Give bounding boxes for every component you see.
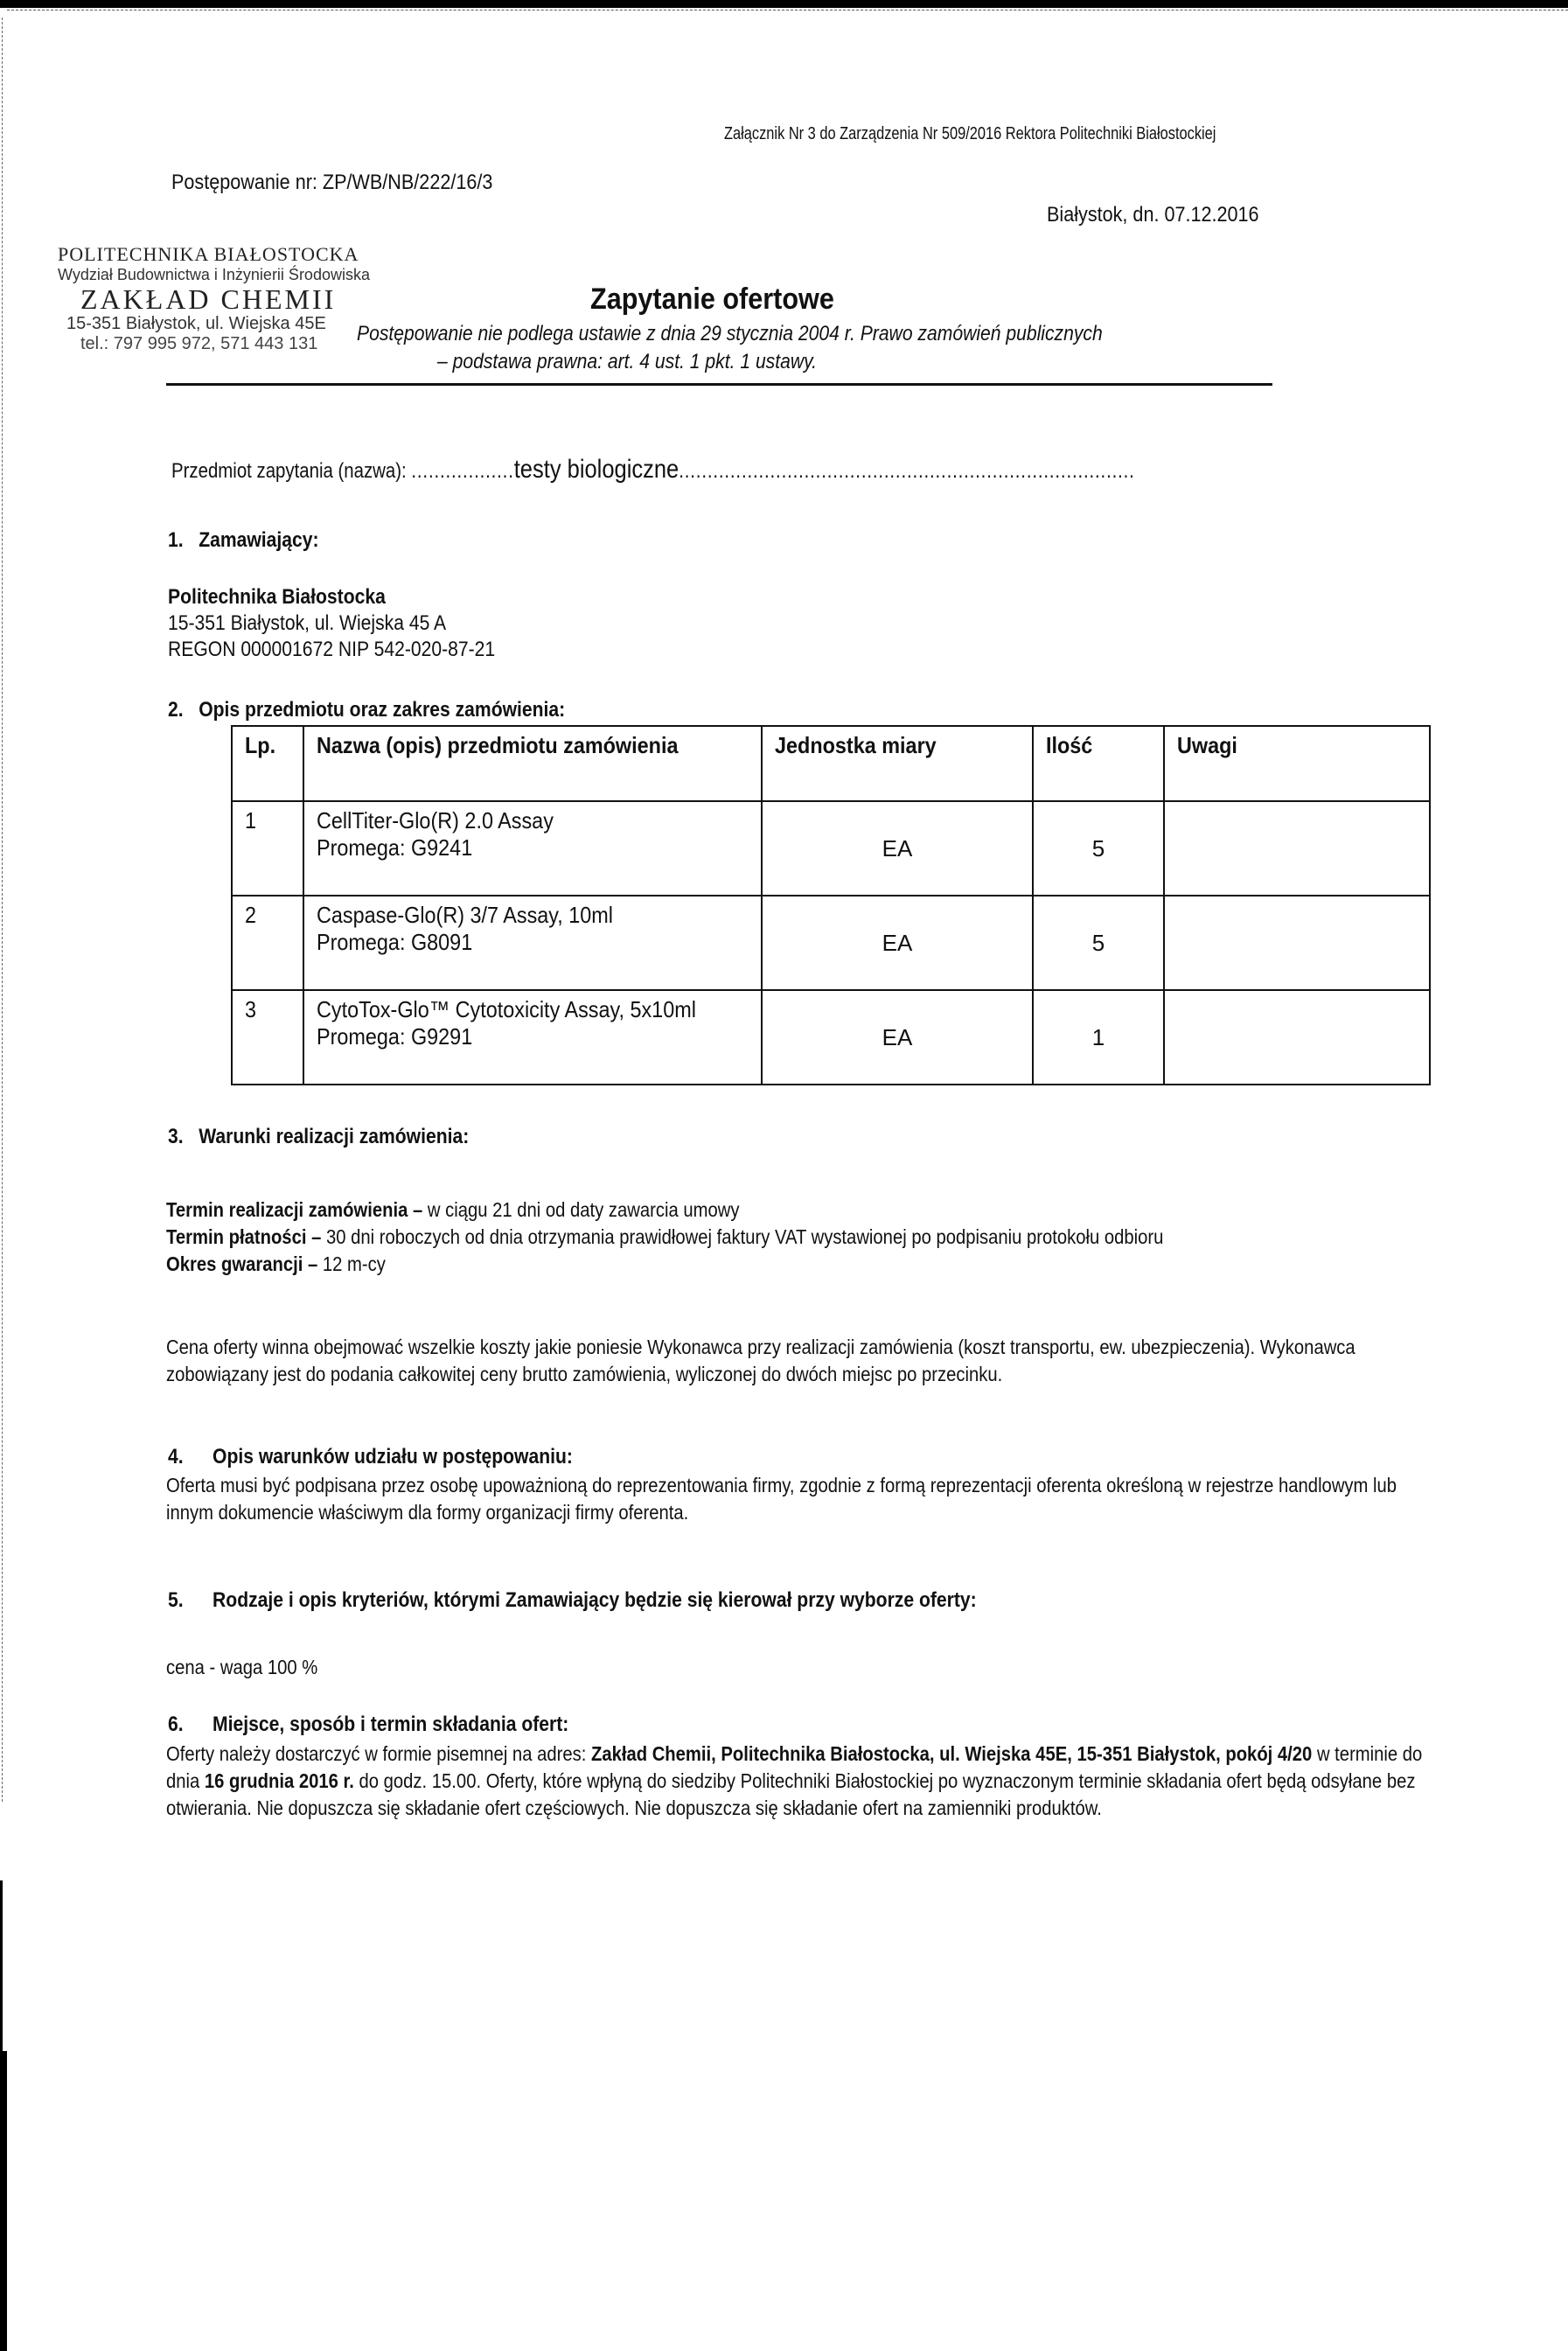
submission-text-2: w terminie do dnia — [166, 1742, 1423, 1792]
product-code: Promega: G9241 — [317, 834, 473, 861]
col-header-notes: Uwagi — [1164, 726, 1430, 801]
cell-lp: 1 — [232, 801, 303, 896]
section-title: Opis warunków udziału w postępowaniu: — [213, 1445, 573, 1469]
cell-unit: EA — [762, 990, 1033, 1085]
table-row — [232, 990, 1430, 1085]
cell-qty: 5 — [1033, 896, 1164, 990]
cell-qty: 5 — [1033, 801, 1164, 896]
items-table — [231, 725, 1431, 1085]
document-title: Zapytanie ofertowe — [590, 283, 834, 316]
order-terms — [166, 1196, 1434, 1278]
submission-text-3: do godz. 15.00. Oferty, które wpłyną do siedziby Politechniki Białostockiej po wyznaczonym terminie składania ofert będą odsyłane bez otwierania. Nie dopuszcza się składanie ofert częściowych. Nie dopuszcza się składanie ofert na zamienniki produktów. — [166, 1769, 1416, 1819]
section-2-heading — [168, 698, 565, 722]
stamp-address: 15-351 Białystok, ul. Wiejska 45E — [66, 314, 326, 333]
cell-lp: 2 — [232, 896, 303, 990]
payment-term-value: 30 dni roboczych od dnia otrzymania prawidłowej faktury VAT wystawionej po podpisaniu protokołu odbioru — [321, 1225, 1164, 1248]
section-number: 3. — [168, 1125, 184, 1148]
scan-border-top — [0, 0, 1568, 8]
payment-term-label: Termin płatności – — [166, 1225, 322, 1248]
col-header-unit: Jednostka miary — [762, 726, 1033, 801]
buyer-ids: REGON 000001672 NIP 542-020-87-21 — [168, 638, 496, 661]
subject-label: Przedmiot zapytania (nazwa): — [171, 459, 407, 483]
product-name: CytoTox-Glo™ Cytotoxicity Assay, 5x10ml — [317, 996, 696, 1022]
submission-address: Zakład Chemii, Politechnika Białostocka, ul. Wiejska 45E, 15-351 Białystok, pokój 4/20 — [590, 1742, 1313, 1765]
section-title: Rodzaje i opis kryteriów, którymi Zamawiający będzie się kierował przy wyborze oferty: — [213, 1588, 977, 1612]
cell-name — [303, 896, 762, 990]
section-title: Zamawiający: — [199, 528, 319, 552]
stamp-faculty: Wydział Budownictwa i Inżynierii Środowiska — [58, 266, 370, 283]
legal-basis-line-2: – podstawa prawna: art. 4 ust. 1 pkt. 1 ustawy. — [437, 350, 817, 373]
subject-dots-after: ................................................................................ — [679, 459, 1135, 483]
section-title: Warunki realizacji zamówienia: — [199, 1125, 470, 1148]
col-header-lp: Lp. — [232, 726, 303, 801]
city-date: Białystok, dn. 07.12.2016 — [1047, 203, 1259, 227]
cell-notes — [1164, 990, 1430, 1085]
section-6-heading — [168, 1713, 568, 1737]
cell-qty: 1 — [1033, 990, 1164, 1085]
legal-basis-line-1: Postępowanie nie podlega ustawie z dnia 29 stycznia 2004 r. Prawo zamówień publicznych — [357, 322, 1103, 345]
scan-border-left-bar — [0, 1880, 3, 2055]
header-divider — [166, 383, 1272, 386]
section-1-heading — [168, 528, 319, 553]
stamp-university: POLITECHNIKA BIAŁOSTOCKA — [58, 243, 359, 265]
submission-details — [166, 1741, 1434, 1822]
col-header-qty: Ilość — [1033, 726, 1164, 801]
col-header-name: Nazwa (opis) przedmiotu zamówienia — [303, 726, 762, 801]
buyer-address: 15-351 Białystok, ul. Wiejska 45 A — [168, 611, 447, 635]
section-number: 4. — [168, 1445, 184, 1469]
warranty-label: Okres gwarancji – — [166, 1252, 318, 1275]
cell-name — [303, 990, 762, 1085]
cell-lp: 3 — [232, 990, 303, 1085]
product-code: Promega: G9291 — [317, 1023, 473, 1050]
submission-text-1: Oferty należy dostarczyć w formie pisemnej na adres: — [166, 1742, 591, 1765]
section-number: 5. — [168, 1588, 184, 1612]
section-title: Miejsce, sposób i termin składania ofert: — [213, 1713, 569, 1736]
scan-border-left — [2, 17, 4, 1802]
warranty-value: 12 m-cy — [317, 1252, 386, 1275]
table-row — [232, 801, 1430, 896]
procedure-number: Postępowanie nr: ZP/WB/NB/222/16/3 — [171, 171, 493, 194]
section-number: 1. — [168, 528, 184, 552]
stamp-phone: tel.: 797 995 972, 571 443 131 — [80, 334, 318, 353]
table-header-row — [232, 726, 1430, 801]
section-title: Opis przedmiotu oraz zakres zamówienia: — [199, 698, 566, 722]
section-3-heading — [168, 1125, 469, 1149]
submission-deadline: 16 grudnia 2016 r. — [204, 1769, 354, 1792]
delivery-term-value: w ciągu 21 dni od daty zawarcia umowy — [422, 1198, 740, 1221]
section-5-heading — [168, 1588, 977, 1613]
scan-border-left-bar-bottom — [0, 2051, 7, 2351]
product-name: CellTiter-Glo(R) 2.0 Assay — [317, 807, 554, 834]
subject-line — [171, 455, 1135, 485]
scan-border-line — [7, 10, 1568, 11]
section-number: 6. — [168, 1713, 184, 1736]
price-note: Cena oferty winna obejmować wszelkie koszty jakie poniesie Wykonawca przy realizacji zamówienia (koszt transportu, ew. ubezpieczenia). Wykonawca zobowiązany jest do podania całkowitej ceny brutto zamówienia, wyliczonej do dwóch miejsc po przecinku. — [166, 1336, 1355, 1385]
subject-dots-before: .................. — [411, 459, 514, 483]
buyer-details — [168, 584, 495, 663]
buyer-name: Politechnika Białostocka — [168, 585, 386, 609]
section-number: 2. — [168, 698, 184, 722]
attachment-note: Załącznik Nr 3 do Zarządzenia Nr 509/2016 Rektora Politechniki Białostockiej — [724, 124, 1216, 143]
selection-criterion: cena - waga 100 % — [166, 1656, 318, 1678]
product-code: Promega: G8091 — [317, 929, 473, 955]
stamp-department: ZAKŁAD CHEMII — [80, 283, 337, 315]
product-name: Caspase-Glo(R) 3/7 Assay, 10ml — [317, 902, 614, 928]
cell-unit: EA — [762, 896, 1033, 990]
cell-notes — [1164, 896, 1430, 990]
participation-conditions: Oferta musi być podpisana przez osobę upoważnioną do reprezentowania firmy, zgodnie z formą reprezentacji oferenta określoną w rejestrze handlowym lub innym dokumencie właściwym dla formy organizacji firmy oferenta. — [166, 1474, 1397, 1524]
cell-unit: EA — [762, 801, 1033, 896]
cell-notes — [1164, 801, 1430, 896]
table-row — [232, 896, 1430, 990]
delivery-term-label: Termin realizacji zamówienia – — [166, 1198, 423, 1221]
section-4-heading — [168, 1445, 573, 1469]
cell-name — [303, 801, 762, 896]
institution-stamp — [58, 243, 370, 354]
subject-value: testy biologiczne — [513, 455, 679, 484]
